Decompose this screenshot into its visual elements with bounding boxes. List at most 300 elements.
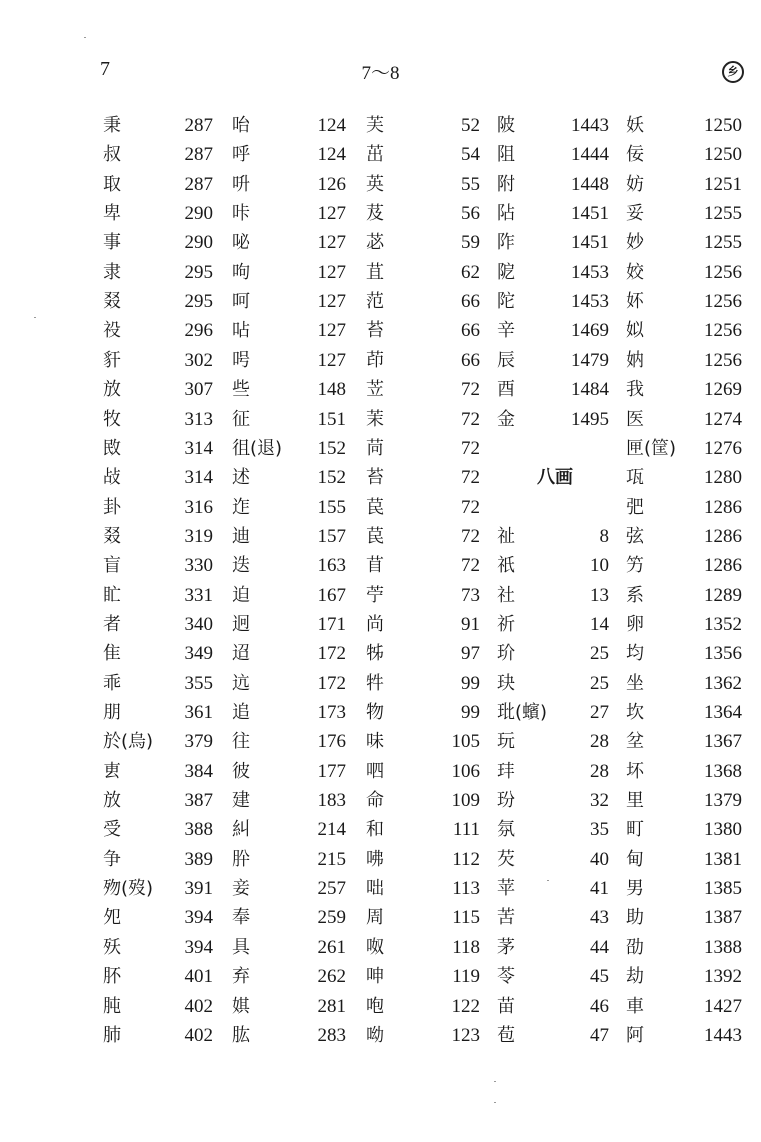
entry-character: 叕 (103, 525, 121, 547)
entry-page-number: 106 (451, 760, 480, 782)
index-entry (366, 992, 480, 1021)
entry-character: 坐 (626, 672, 644, 694)
index-entry (103, 698, 213, 727)
entry-character: 迭 (232, 555, 250, 577)
entry-page-number: 127 (317, 203, 346, 225)
index-entry (232, 903, 346, 932)
index-entry (232, 581, 346, 610)
entry-character: 附 (497, 173, 515, 195)
entry-character: 呬 (366, 760, 384, 782)
entry-page-number: 1380 (704, 819, 742, 841)
entry-page-number: 124 (317, 115, 346, 136)
index-entry (103, 992, 213, 1021)
entry-page-number: 183 (317, 790, 346, 812)
index-entry (626, 903, 742, 932)
entry-character: 呫 (232, 320, 250, 342)
entry-page-number: 176 (317, 731, 346, 753)
index-entry (497, 140, 609, 169)
entry-page-number: 340 (184, 613, 213, 635)
entry-page-number: 1381 (704, 848, 742, 870)
entry-page-number: 281 (317, 995, 346, 1017)
entry-page-number: 152 (317, 437, 346, 459)
index-entry (103, 786, 213, 815)
entry-character: 苗 (497, 995, 515, 1017)
index-entry (103, 727, 213, 756)
entry-page-number: 283 (317, 1024, 346, 1046)
index-entry (497, 815, 609, 844)
entry-character: 祉 (497, 525, 515, 547)
entry-character: 奉 (232, 907, 250, 929)
entry-character: 命 (366, 790, 384, 812)
entry-character: 坌 (626, 731, 644, 753)
entry-page-number: 290 (184, 203, 213, 225)
entry-character: 辛 (497, 320, 515, 342)
entry-character: 玢 (497, 790, 515, 812)
index-entry (103, 346, 213, 375)
index-entry (232, 551, 346, 580)
entry-page-number: 214 (317, 819, 346, 841)
entry-page-number: 1280 (704, 467, 742, 489)
index-entry (366, 669, 480, 698)
entry-page-number: 314 (184, 437, 213, 459)
entry-character: 卑 (103, 203, 121, 225)
entry-character: 物 (366, 702, 384, 723)
index-entry (626, 551, 742, 580)
index-entry (626, 258, 742, 287)
entry-page-number: 72 (461, 525, 480, 547)
entry-page-number: 167 (317, 584, 346, 606)
index-entry (103, 845, 213, 874)
scan-speck (494, 1081, 496, 1082)
entry-character: 男 (626, 878, 644, 900)
index-entry (103, 610, 213, 639)
index-entry (103, 1021, 213, 1050)
entry-character: 車 (626, 995, 644, 1017)
entry-page-number: 45 (590, 966, 609, 988)
entry-character: 苠 (366, 496, 384, 518)
entry-character: 玠 (497, 643, 515, 665)
index-entry (366, 1021, 480, 1050)
entry-page-number: 259 (317, 907, 346, 929)
entry-page-number: 105 (451, 731, 480, 753)
page-range: 7～8 (361, 63, 400, 84)
entry-character: 事 (103, 232, 121, 254)
entry-character: 牪 (366, 672, 384, 694)
index-entry (497, 903, 609, 932)
entry-page-number: 1256 (704, 261, 742, 283)
entry-page-number: 99 (461, 672, 480, 694)
entry-page-number: 111 (452, 819, 480, 841)
index-entry (366, 845, 480, 874)
index-entry (626, 698, 742, 727)
index-entry (232, 992, 346, 1021)
index-entry (232, 757, 346, 786)
entry-character: 呦 (366, 1024, 384, 1046)
index-entry (103, 933, 213, 962)
entry-character: 殀 (103, 936, 121, 958)
entry-character: 述 (232, 467, 250, 489)
index-entry (232, 463, 346, 492)
index-entry (366, 581, 480, 610)
index-entry (103, 581, 213, 610)
entry-character: 盲 (103, 555, 121, 577)
entry-page-number: 8 (599, 525, 609, 547)
index-entry (626, 228, 742, 257)
entry-page-number: 401 (184, 966, 213, 988)
index-entry (232, 140, 346, 169)
index-entry (366, 140, 480, 169)
index-entry (497, 992, 609, 1021)
entry-page-number: 47 (590, 1024, 609, 1046)
index-entry (626, 581, 742, 610)
entry-character: 苙 (366, 379, 384, 401)
index-entry (497, 610, 609, 639)
entry-character: 受 (103, 819, 121, 841)
entry-page-number: 1385 (704, 878, 742, 900)
entry-page-number: 402 (184, 995, 213, 1017)
entry-page-number: 155 (317, 496, 346, 518)
index-entry (626, 287, 742, 316)
entry-character: 佞 (626, 144, 644, 166)
index-entry (103, 170, 213, 199)
index-entry (232, 170, 346, 199)
entry-character: 具 (232, 936, 250, 958)
entry-page-number: 384 (184, 760, 213, 782)
entry-page-number: 123 (451, 1024, 480, 1046)
entry-character: 金 (497, 408, 515, 430)
entry-page-number: 41 (590, 878, 609, 900)
index-entry (497, 874, 609, 903)
entry-page-number: 330 (184, 555, 213, 577)
index-entry (366, 727, 480, 756)
index-entry (103, 434, 213, 463)
entry-page-number: 1255 (704, 203, 742, 225)
entry-character: 争 (103, 848, 121, 870)
entry-page-number: 113 (452, 878, 480, 900)
index-entry (626, 933, 742, 962)
entry-character: 卦 (103, 496, 121, 518)
entry-page-number: 59 (461, 232, 480, 254)
entry-character: 妥 (626, 203, 644, 225)
entry-page-number: 43 (590, 907, 609, 929)
index-entry (497, 228, 609, 257)
section-heading: 八画 (537, 467, 573, 489)
entry-page-number: 35 (590, 819, 609, 841)
entry-page-number: 394 (184, 936, 213, 958)
index-entry (232, 111, 346, 140)
index-entry (626, 463, 742, 492)
entry-character: 苧 (366, 584, 384, 606)
index-entry (626, 199, 742, 228)
entry-page-number: 287 (184, 115, 213, 136)
index-entry (626, 757, 742, 786)
entry-character: 夗 (103, 907, 121, 929)
index-entry (497, 551, 609, 580)
index-entry (366, 757, 480, 786)
entry-character: 尚 (366, 613, 384, 635)
index-entry (232, 639, 346, 668)
entry-character: 茅 (497, 936, 515, 958)
index-entry (366, 522, 480, 551)
entry-character: 陂 (497, 115, 515, 136)
entry-page-number: 215 (317, 848, 346, 870)
index-entry (232, 228, 346, 257)
entry-character: 往 (232, 731, 250, 753)
index-entry (626, 669, 742, 698)
entry-character: 迪 (232, 525, 250, 547)
index-entry (232, 874, 346, 903)
index-entry (497, 258, 609, 287)
index-entry (366, 405, 480, 434)
index-entry (497, 346, 609, 375)
index-entry (626, 170, 742, 199)
entry-character: 歾(歿) (103, 878, 154, 900)
entry-page-number: 1269 (704, 379, 742, 401)
index-entry (497, 199, 609, 228)
index-entry (366, 903, 480, 932)
entry-character: 盳 (103, 584, 121, 606)
entry-page-number: 1495 (571, 408, 609, 430)
index-entry (626, 111, 742, 140)
index-entry (497, 669, 609, 698)
entry-character: 英 (366, 173, 384, 195)
entry-character: 呴 (232, 261, 250, 283)
index-entry (232, 669, 346, 698)
entry-page-number: 97 (461, 643, 480, 665)
entry-page-number: 1250 (704, 115, 742, 136)
entry-page-number: 152 (317, 467, 346, 489)
entry-character: 咔 (232, 203, 250, 225)
index-entry (626, 316, 742, 345)
entry-character: 徂(退) (232, 437, 283, 459)
entry-character: 娸 (232, 995, 250, 1017)
index-entry (366, 287, 480, 316)
entry-page-number: 389 (184, 848, 213, 870)
entry-character: 医 (626, 408, 644, 430)
entry-character: 卵 (626, 613, 644, 635)
entry-page-number: 127 (317, 261, 346, 283)
entry-page-number: 1451 (571, 203, 609, 225)
entry-page-number: 52 (461, 115, 480, 136)
entry-page-number: 379 (184, 731, 213, 753)
entry-character: 辰 (497, 349, 515, 371)
index-entry (232, 933, 346, 962)
entry-page-number: 1479 (571, 349, 609, 371)
entry-page-number: 72 (461, 408, 480, 430)
index-entry (103, 140, 213, 169)
index-entry (103, 815, 213, 844)
index-entry (103, 375, 213, 404)
index-entry (626, 522, 742, 551)
entry-page-number: 127 (317, 232, 346, 254)
entry-page-number: 1443 (704, 1024, 742, 1046)
index-entry (626, 845, 742, 874)
entry-character: 苔 (366, 467, 384, 489)
index-entry (103, 287, 213, 316)
entry-page-number: 1255 (704, 232, 742, 254)
index-entry (497, 287, 609, 316)
entry-character: 妾 (232, 878, 250, 900)
entry-page-number: 66 (461, 291, 480, 313)
index-entry (366, 610, 480, 639)
entry-page-number: 307 (184, 379, 213, 401)
index-entry (497, 522, 609, 551)
entry-page-number: 295 (184, 261, 213, 283)
entry-page-number: 290 (184, 232, 213, 254)
entry-character: 隶 (103, 261, 121, 283)
index-entry (232, 698, 346, 727)
entry-character: 呶 (366, 936, 384, 958)
entry-character: 肫 (103, 995, 121, 1017)
entry-character: 瓨 (626, 467, 644, 489)
entry-character: 追 (232, 702, 250, 723)
entry-character: 乖 (103, 672, 121, 694)
index-entry (497, 111, 609, 140)
entry-character: 里 (626, 790, 644, 812)
entry-character: 玭(蠙) (497, 702, 548, 723)
entry-character: 取 (103, 173, 121, 195)
index-entry (232, 1021, 346, 1050)
entry-page-number: 172 (317, 643, 346, 665)
entry-page-number: 72 (461, 437, 480, 459)
index-entry (366, 551, 480, 580)
entry-character: 彼 (232, 760, 250, 782)
index-entry (232, 316, 346, 345)
index-entry (232, 434, 346, 463)
entry-character: 苞 (497, 1024, 515, 1046)
entry-page-number: 296 (184, 320, 213, 342)
index-entry (232, 199, 346, 228)
entry-page-number: 1379 (704, 790, 742, 812)
entry-character: 坏 (626, 760, 644, 782)
entry-character: 均 (626, 643, 644, 665)
entry-character: 阿 (626, 1024, 644, 1046)
entry-character: 町 (626, 819, 644, 841)
entry-page-number: 72 (461, 555, 480, 577)
entry-character: 氛 (497, 819, 515, 841)
index-entry (103, 903, 213, 932)
entry-character: 阼 (497, 232, 515, 254)
entry-character: 牬 (366, 643, 384, 665)
entry-page-number: 302 (184, 349, 213, 371)
entry-page-number: 99 (461, 702, 480, 723)
entry-page-number: 10 (590, 555, 609, 577)
entry-character: 建 (232, 790, 250, 812)
entry-page-number: 28 (590, 760, 609, 782)
entry-page-number: 127 (317, 291, 346, 313)
entry-page-number: 72 (461, 496, 480, 518)
index-entry (103, 757, 213, 786)
entry-page-number: 1448 (571, 173, 609, 195)
entry-character: 妠 (626, 349, 644, 371)
entry-character: 迥 (232, 613, 250, 635)
entry-character: 茉 (366, 408, 384, 430)
entry-character: 苴 (366, 261, 384, 283)
entry-page-number: 1274 (704, 408, 742, 430)
index-entry (626, 375, 742, 404)
entry-character: 劭 (626, 936, 644, 958)
entry-page-number: 148 (317, 379, 346, 401)
entry-page-number: 173 (317, 702, 346, 723)
entry-page-number: 115 (452, 907, 480, 929)
entry-page-number: 1289 (704, 584, 742, 606)
entry-character: 叔 (103, 144, 121, 166)
entry-page-number: 1367 (704, 731, 742, 753)
index-entry (626, 434, 742, 463)
entry-page-number: 1276 (704, 437, 742, 459)
entry-character: 味 (366, 731, 384, 753)
entry-character: 弝 (626, 496, 644, 518)
index-entry (103, 962, 213, 991)
entry-page-number: 1451 (571, 232, 609, 254)
entry-character: 芨 (366, 203, 384, 225)
index-entry (366, 874, 480, 903)
entry-character: 敃 (103, 437, 121, 459)
index-entry (366, 639, 480, 668)
entry-character: 者 (103, 613, 121, 635)
entry-character: 牧 (103, 408, 121, 430)
entry-character: 妚 (626, 291, 644, 313)
index-entry (626, 493, 742, 522)
entry-page-number: 361 (184, 702, 213, 723)
entry-page-number: 355 (184, 672, 213, 694)
entry-character: 我 (626, 379, 644, 401)
index-entry (626, 639, 742, 668)
index-entry (497, 1021, 609, 1050)
entry-page-number: 257 (317, 878, 346, 900)
index-entry (232, 405, 346, 434)
index-entry (232, 258, 346, 287)
entry-character: 叕 (103, 291, 121, 313)
entry-page-number: 313 (184, 408, 213, 430)
entry-page-number: 287 (184, 144, 213, 166)
index-entry (366, 111, 480, 140)
entry-character: 弦 (626, 525, 644, 547)
index-entry (232, 346, 346, 375)
entry-page-number: 72 (461, 467, 480, 489)
index-entry (103, 463, 213, 492)
index-entry (366, 258, 480, 287)
entry-character: 些 (232, 379, 250, 401)
index-entry (626, 610, 742, 639)
entry-page-number: 122 (451, 995, 480, 1017)
entry-character: 匣(筐) (626, 437, 677, 459)
index-entry (366, 698, 480, 727)
entry-page-number: 1368 (704, 760, 742, 782)
entry-character: 姒 (626, 320, 644, 342)
entry-page-number: 1364 (704, 702, 742, 723)
entry-page-number: 394 (184, 907, 213, 929)
entry-page-number: 1256 (704, 291, 742, 313)
index-entry (497, 639, 609, 668)
index-entry (366, 199, 480, 228)
entry-page-number: 1469 (571, 320, 609, 342)
entry-character: 竻 (626, 555, 644, 577)
entry-page-number: 32 (590, 790, 609, 812)
index-entry (103, 316, 213, 345)
index-entry (626, 874, 742, 903)
scan-speck (84, 37, 86, 38)
entry-page-number: 1484 (571, 379, 609, 401)
entry-character: 苓 (497, 966, 515, 988)
index-entry (232, 493, 346, 522)
entry-character: 呺 (232, 349, 250, 371)
index-entry (366, 962, 480, 991)
entry-character: 玩 (497, 731, 515, 753)
index-entry (626, 1021, 742, 1050)
entry-page-number: 172 (317, 672, 346, 694)
entry-page-number: 126 (317, 173, 346, 195)
